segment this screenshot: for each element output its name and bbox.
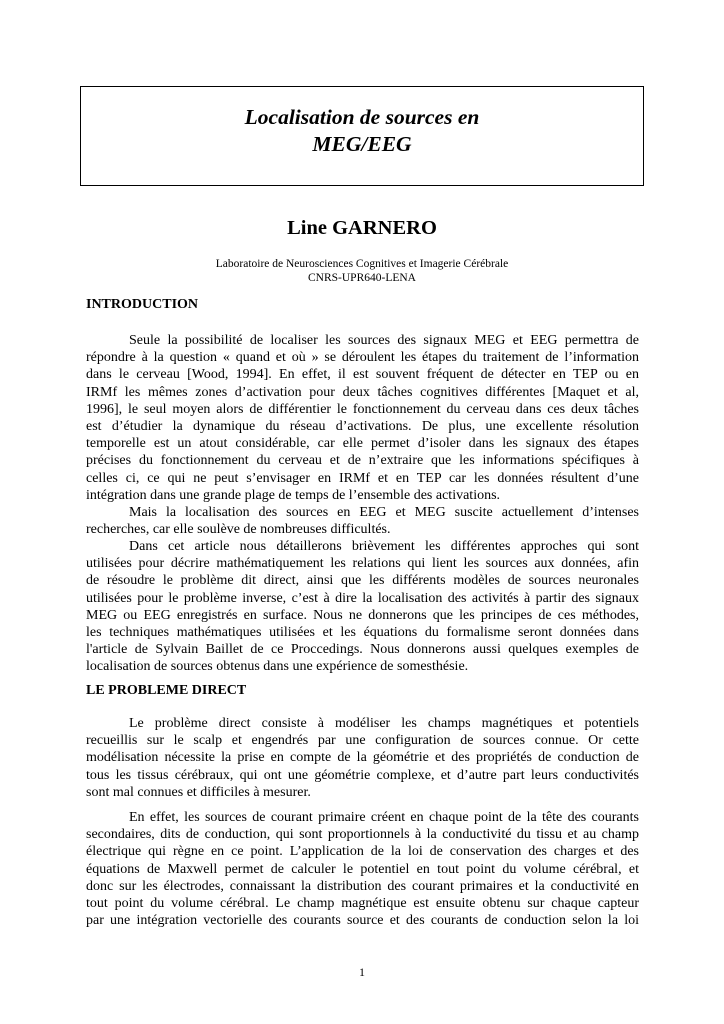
text-line: l'article de Sylvain Baillet de ce Proccedings. Nous donnerons aussi quelques exemples de <box>86 642 639 658</box>
author-name: Line GARNERO <box>287 217 437 239</box>
text-line: tous les tissus cérébraux, qui ont une géométrie complexe, et d’autre part leurs conductivités <box>86 767 639 783</box>
text-line: répondre à la question « quand et où » se déroulent les étapes du traitement de l’information <box>86 350 639 366</box>
text-line: Mais la localisation des sources en EEG et MEG suscite actuellement d’intenses <box>129 505 639 520</box>
text-line: électrique qui règne en ce point. L’application de la loi de conservation des charges et des <box>86 844 639 860</box>
intro-paragraph-1 <box>86 332 639 504</box>
direct-paragraph-2 <box>86 809 639 929</box>
page-number: 1 <box>359 965 365 979</box>
text-line: de résoudre le problème dit direct, ainsi que les différents modèles de sources neuronales <box>86 573 639 589</box>
text-line: intégration dans une grande plage de temps de l’ensemble des activations. <box>86 487 501 503</box>
text-line: utilisées pour le problème inverse, c’est à dire la localisation des activités à partir des signaux <box>86 590 639 606</box>
text-line: recueillis sur le scalp et engendrés par une configuration de sources connue. Or cette <box>86 733 639 749</box>
text-line: secondaires, dits de conduction, qui sont proportionnels à la conductivité du tissu et au champ <box>86 827 639 843</box>
introduction-heading: INTRODUCTION <box>86 297 199 312</box>
text-line: Le problème direct consiste à modéliser les champs magnétiques et potentiels <box>129 716 639 731</box>
text-line: recherches, car elle soulève de nombreuses difficultés. <box>86 522 391 538</box>
text-line: est d’étudier la dynamique du réseau d’activations. De plus, une excellente résolution <box>86 419 639 435</box>
title-line-2: MEG/EEG <box>312 132 412 156</box>
title-box <box>80 86 644 186</box>
direct-paragraph-1 <box>86 715 639 801</box>
text-line: utilisées pour décrire mathématiquement les relations qui lient les sources aux données, afin <box>86 556 639 572</box>
text-line: IRMf les mêmes zones d’activation pour deux tâches cognitives différentes [Maquet et al, <box>86 384 639 400</box>
intro-paragraph-2 <box>86 504 639 538</box>
text-line: équations de Maxwell permet de calculer le potentiel en tout point du volume cérébral, et <box>86 861 639 877</box>
title-line-1: Localisation de sources en <box>244 105 480 129</box>
text-line: les techniques mathématiques utilisées et les équations du formalisme seront données dans <box>86 625 639 641</box>
text-line: Dans cet article nous détaillerons brièvement les différentes approches qui sont <box>129 539 639 554</box>
text-line: modélisation nécessite la prise en compte de la géométrie et des propriétés de conduction de <box>86 750 639 766</box>
text-line: précises du fonctionnement du cerveau et de n’extraire que les informations spécifiques à <box>86 453 639 469</box>
affiliation-line-2: CNRS-UPR640-LENA <box>308 272 416 284</box>
text-line: par une intégration vectorielle des courants source et des courants de conduction selon la loi <box>86 913 639 929</box>
text-line: tout point du volume cérébral. Le champ magnétique est ensuite obtenu sur chaque capteur <box>86 896 639 912</box>
text-line: 1996], le seul moyen alors de différentier le fonctionnement du cerveau dans ces deux tâches <box>86 401 639 417</box>
text-line: En effet, les sources de courant primaire créent en chaque point de la tête des courants <box>129 810 639 825</box>
text-line: donc sur les électrodes, connaissant la distribution des courant primaires et la conductivité en <box>86 878 639 894</box>
text-line: localisation de sources obtenus dans une expérience de somesthésie. <box>86 659 469 675</box>
text-line: Seule la possibilité de localiser les sources des signaux MEG et EEG permettra de <box>129 333 639 348</box>
text-line: temporelle est un atout considérable, car elle permet d’isoler dans les signaux des étapes <box>86 436 639 452</box>
affiliation-line-1: Laboratoire de Neurosciences Cognitives et Imagerie Cérébrale <box>215 258 509 270</box>
text-line: celles ci, ce qui ne peut s’envisager en IRMf et en TEP car les données résultent d’une <box>86 470 639 486</box>
direct-problem-heading: LE PROBLEME DIRECT <box>86 683 247 698</box>
text-line: sont mal connues et difficiles à mesurer. <box>86 784 311 800</box>
text-line: dans le cerveau [Wood, 1994]. En effet, il est souvent fréquent de détecter en TEP ou en <box>86 367 639 383</box>
text-line: MEG ou EEG enregistrés en surface. Nous ne donnerons que les principes de ces méthodes, <box>86 607 639 623</box>
intro-paragraph-3 <box>86 538 639 676</box>
